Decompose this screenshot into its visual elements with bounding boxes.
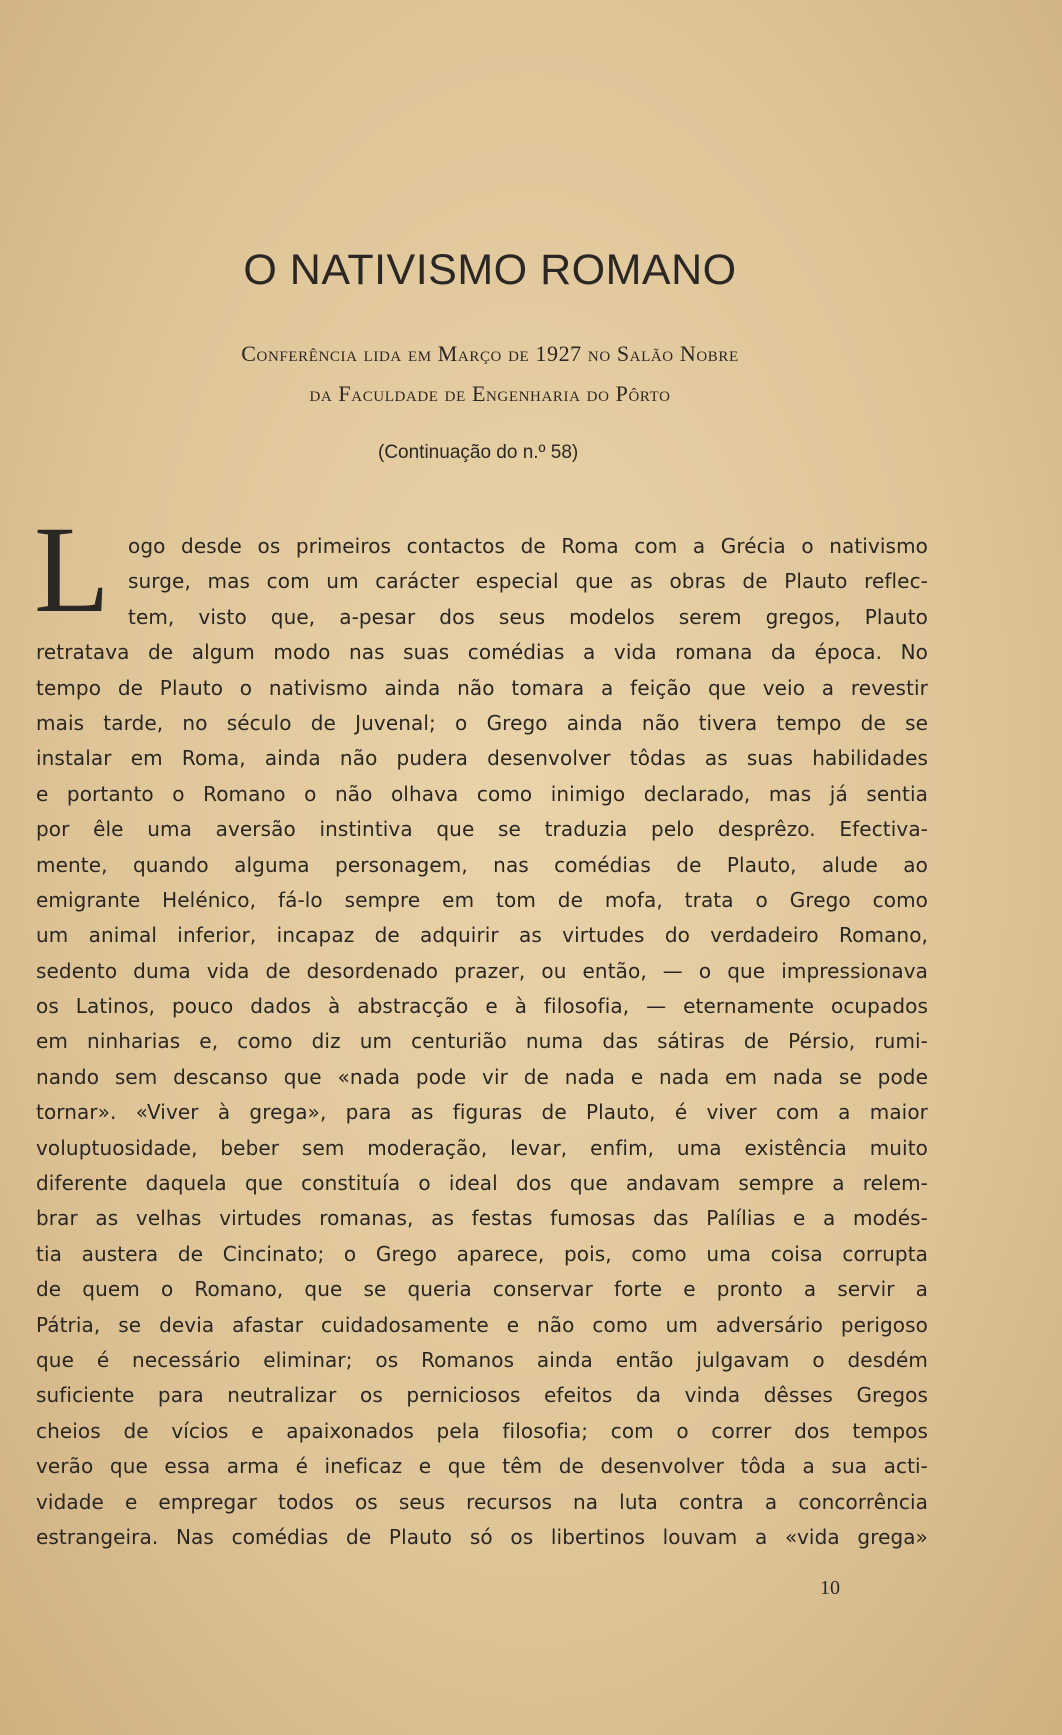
body-line: sedento duma vida de desordenado prazer, ou então, — o que impressionava <box>36 958 928 983</box>
body-line: um animal inferior, incapaz de adquirir as virtudes do verdadeiro Romano, <box>36 923 928 948</box>
drop-cap: L <box>34 501 110 638</box>
body-line: brar as velhas virtudes romanas, as festas fumosas das Palílias e a modés- <box>36 1206 928 1231</box>
body-line: de quem o Romano, que se queria conservar forte e pronto a servir a <box>36 1277 928 1302</box>
body-line: vidade e empregar todos os seus recursos na luta contra a concorrência <box>36 1489 928 1514</box>
body-line: cheios de vícios e apaixonados pela filosofia; com o correr dos tempos <box>36 1418 928 1443</box>
body-line: verão que essa arma é ineficaz e que têm de desenvolver tôda a sua acti- <box>36 1454 928 1479</box>
body-line: instalar em Roma, ainda não pudera desenvolver tôdas as suas habilidades <box>36 746 928 771</box>
body-line: nando sem descanso que «nada pode vir de nada e nada em nada se pode <box>36 1064 928 1089</box>
article-subtitle <box>100 334 880 414</box>
body-line: mente, quando alguma personagem, nas comédias de Plauto, alude ao <box>36 852 928 877</box>
subtitle-line: Conferência lida em Março de 1927 no Salão Nobre <box>241 341 739 366</box>
body-line: Pátria, se devia afastar cuidadosamente e não como um adversário perigoso <box>36 1312 928 1337</box>
body-line: mais tarde, no século de Juvenal; o Grego ainda não tivera tempo de se <box>36 710 928 735</box>
body-line: tia austera de Cincinato; o Grego aparece, pois, como uma coisa corrupta <box>36 1241 928 1266</box>
body-text <box>36 529 928 1555</box>
body-line: retratava de algum modo nas suas comédias a vida romana da época. No <box>36 640 928 665</box>
body-line: que é necessário eliminar; os Romanos ainda então julgavam o desdém <box>36 1347 928 1372</box>
body-line: estrangeira. Nas comédias de Plauto só os libertinos louvam a «vida grega» <box>36 1524 928 1549</box>
body-line: surge, mas com um carácter especial que as obras de Plauto reflec- <box>128 569 928 594</box>
subtitle-line: da Faculdade de Engenharia do Pôrto <box>309 381 671 406</box>
article-title: O NATIVISMO ROMANO <box>243 246 737 294</box>
body-line: por êle uma aversão instintiva que se traduzia pelo desprêzo. Efectiva- <box>36 817 928 842</box>
body-line: tempo de Plauto o nativismo ainda não tomara a feição que veio a revestir <box>36 675 928 700</box>
continuation-note: (Continuação do n.º 58) <box>378 442 579 463</box>
body-line: e portanto o Romano o não olhava como inimigo declarado, mas já sentia <box>36 781 928 806</box>
body-line: suficiente para neutralizar os perniciosos efeitos da vinda dêsses Gregos <box>36 1383 928 1408</box>
body-line: em ninharias e, como diz um centurião numa das sátiras de Pérsio, rumi- <box>36 1029 928 1054</box>
body-line: emigrante Helénico, fá-lo sempre em tom de mofa, trata o Grego como <box>36 887 928 912</box>
body-line: tem, visto que, a-pesar dos seus modelos serem gregos, Plauto <box>128 604 928 629</box>
page-number: 10 <box>820 1577 840 1599</box>
body-line: tornar». «Viver à grega», para as figuras de Plauto, é viver com a maior <box>36 1100 928 1125</box>
body-line: voluptuosidade, beber sem moderação, levar, enfim, uma existência muito <box>36 1135 928 1160</box>
body-line: diferente daquela que constituía o ideal dos que andavam sempre a relem- <box>36 1171 928 1196</box>
body-line: os Latinos, pouco dados à abstracção e à filosofia, — eternamente ocupados <box>36 994 928 1019</box>
body-line: ogo desde os primeiros contactos de Roma com a Grécia o nativismo <box>128 534 928 558</box>
